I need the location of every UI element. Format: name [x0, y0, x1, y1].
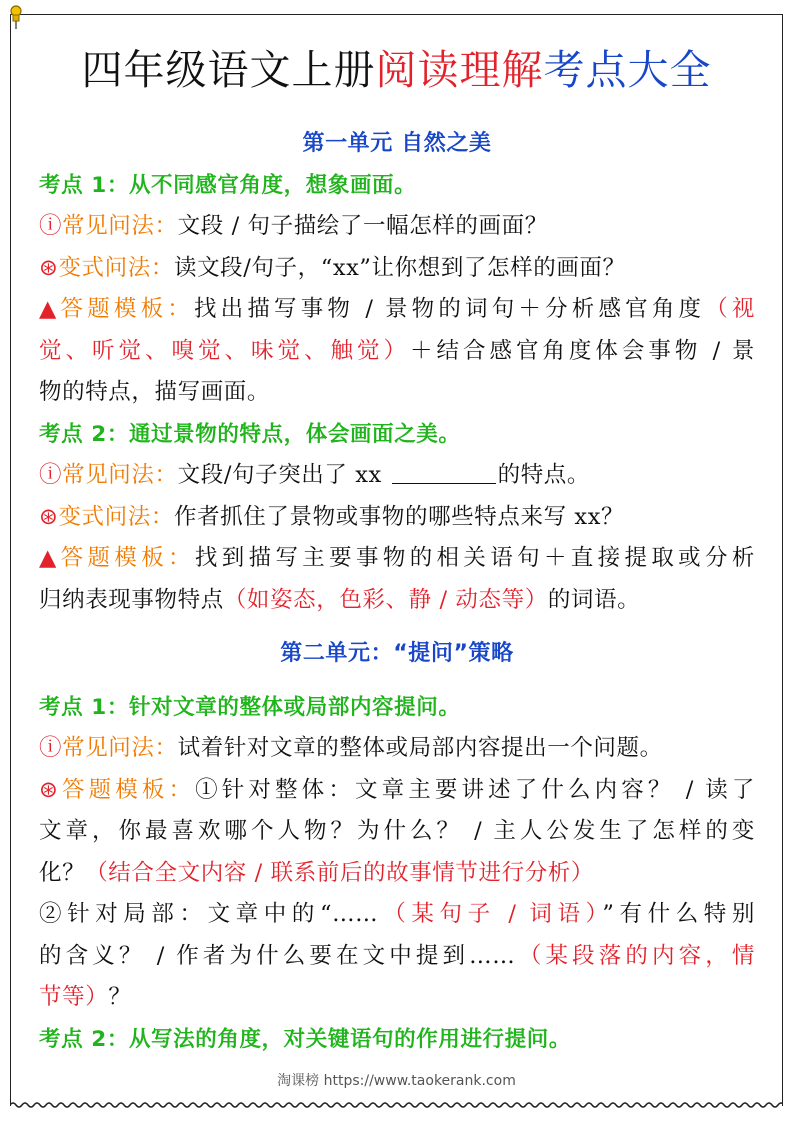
unit-2-kp-1-title: 考点 1：针对文章的整体或局部内容提问。 — [39, 694, 461, 720]
question-circle-icon: ⓘ — [39, 735, 63, 761]
main-content — [39, 123, 755, 1060]
text: 的含义？ / 作者为什么要在文中提到…… — [39, 942, 516, 969]
unit-2-heading: 第二单元：“提问”策略 — [280, 641, 514, 666]
unit-2-kp-1-answer-line-2: 文章，你最喜欢哪个人物？为什么？ / 主人公发生了怎样的变 — [39, 818, 755, 844]
question-circle-icon: ⓘ — [39, 213, 63, 239]
text: ②针对局部：文章中的“…… — [39, 901, 379, 927]
text: ”有什么特别 — [602, 901, 755, 927]
unit-2-kp-1-answer-line-5 — [39, 936, 755, 978]
unit-1-kp-1-variant — [39, 248, 755, 290]
text-red: （视 — [705, 296, 755, 322]
unit-1-kp-1-answer-line-2 — [39, 331, 755, 373]
text-red: 觉、听觉、嗅觉、味觉、触觉） — [39, 337, 410, 364]
text-red: （结合全文内容 / 联系前后的故事情节进行分析） — [85, 859, 594, 886]
fill-blank — [392, 461, 496, 484]
label: 常见问法： — [62, 213, 178, 239]
label: 变式问法： — [58, 503, 174, 530]
unit-1-kp-1-question — [39, 206, 755, 248]
label: 答题模板： — [60, 545, 195, 571]
unit-1-kp-2-answer-line-2 — [39, 580, 755, 622]
text: 的特点。 — [497, 462, 591, 488]
asterisk-circle-icon: ⊛ — [39, 503, 59, 530]
title-part-1: 四年级语文上册 — [81, 46, 376, 94]
text: 找到描写主要事物的相关语句＋直接提取或分析 — [194, 545, 755, 571]
title-part-2: 阅读理解 — [375, 46, 544, 94]
label: 答题模板： — [58, 776, 196, 803]
text: 读文段/句子，“xx”让你想到了怎样的画面？ — [173, 254, 626, 281]
text: 文段/句子突出了 xx — [177, 462, 382, 488]
text: 作者抓住了景物或事物的哪些特点来写 xx？ — [173, 503, 625, 530]
unit-1-kp-1-title: 考点 1：从不同感官角度，想象画面。 — [39, 172, 417, 198]
label: 常见问法： — [62, 462, 178, 488]
unit-2-kp-2-title: 考点 2：从写法的角度，对关键语句的作用进行提问。 — [39, 1026, 571, 1052]
asterisk-circle-icon: ⊛ — [39, 254, 59, 281]
label: 答题模板： — [60, 296, 194, 322]
text: 化？ — [39, 859, 86, 886]
text-red: （某句子 / 词语） — [378, 901, 603, 927]
asterisk-circle-icon: ⊛ — [39, 776, 59, 803]
label: 常见问法： — [62, 735, 178, 761]
wavy-bottom-border — [10, 1100, 783, 1110]
question-circle-icon: ⓘ — [39, 462, 63, 488]
text: 的词语。 — [547, 586, 641, 613]
text: ？ — [108, 984, 132, 1010]
unit-2-kp-1-answer-line-4 — [39, 894, 755, 936]
unit-1-kp-2-variant — [39, 497, 755, 539]
unit-2-kp-1-answer-line-3 — [39, 853, 755, 895]
unit-1-kp-2-question — [39, 455, 755, 497]
page-title — [0, 42, 793, 98]
footer-watermark: 淘课榜 https://www.taokerank.com — [277, 1073, 516, 1089]
text: 归纳表现事物特点 — [39, 586, 224, 613]
unit-1-heading: 第一单元 自然之美 — [302, 131, 492, 156]
text-red: 节等） — [39, 984, 109, 1010]
text: 试着针对文章的整体或局部内容提出一个问题。 — [177, 735, 663, 761]
unit-1-kp-1-answer-line-1 — [39, 289, 755, 331]
pushpin-icon — [5, 4, 27, 30]
unit-1-kp-1-answer-line-3: 物的特点，描写画面。 — [39, 379, 271, 405]
triangle-icon: ▲ — [39, 296, 61, 322]
text-red: （某段落的内容，情 — [515, 942, 756, 969]
text: 找出描写事物 / 景物的词句＋分析感官角度 — [193, 296, 706, 322]
unit-1-kp-2-title: 考点 2：通过景物的特点，体会画面之美。 — [39, 421, 461, 447]
title-part-3: 考点大全 — [543, 46, 712, 94]
unit-2-kp-1-question — [39, 728, 755, 770]
triangle-icon: ▲ — [39, 545, 61, 571]
text-red: （如姿态，色彩、静 / 动态等） — [223, 586, 548, 613]
text: ①针对整体：文章主要讲述了什么内容？ / 读了 — [195, 776, 755, 803]
text: ＋结合感官角度体会事物 / 景 — [409, 337, 755, 364]
label: 变式问法： — [58, 254, 174, 281]
text: 文段 / 句子描绘了一幅怎样的画面？ — [177, 213, 548, 239]
unit-2-kp-1-answer-line-1 — [39, 770, 755, 812]
unit-1-kp-2-answer-line-1 — [39, 538, 755, 580]
unit-2-kp-1-answer-line-6 — [39, 977, 755, 1019]
